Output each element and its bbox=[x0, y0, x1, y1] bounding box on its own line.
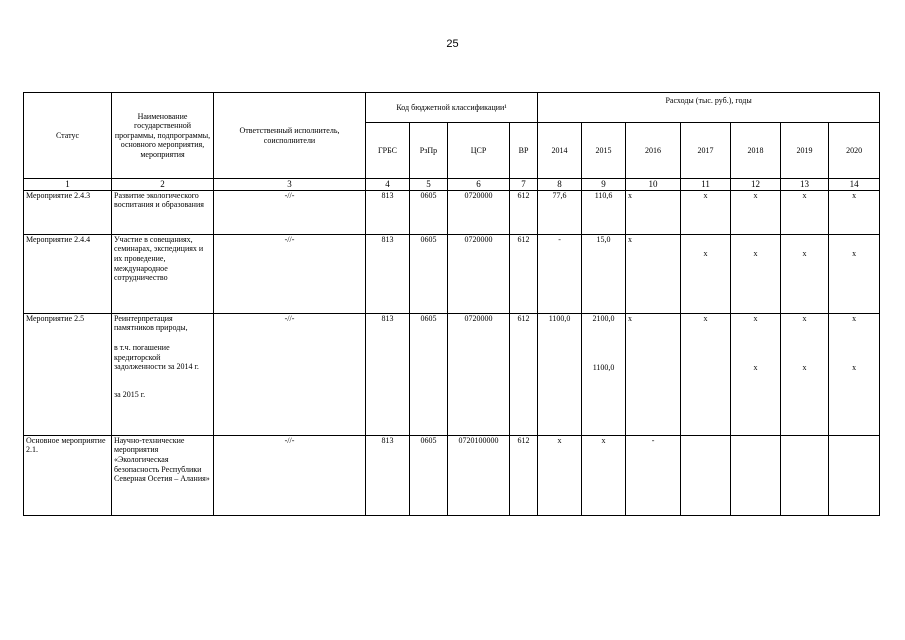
row-2015: 15,0 bbox=[582, 234, 626, 313]
header-year-2016: 2016 bbox=[626, 123, 681, 179]
row-name: Участие в совещаниях, семинарах, экспедициях и их проведение, международное сотрудничество bbox=[112, 234, 214, 313]
row-grbs: 813 bbox=[366, 234, 410, 313]
row-2017 bbox=[681, 435, 731, 515]
row-vr: 612 bbox=[510, 190, 538, 234]
header-status: Статус bbox=[24, 93, 112, 179]
row-2019: x bbox=[781, 234, 829, 313]
column-number: 7 bbox=[510, 179, 538, 191]
row-2019-main: x bbox=[802, 313, 807, 323]
row-rzpr: 0605 bbox=[410, 313, 448, 435]
row-2020 bbox=[829, 435, 880, 515]
column-number: 14 bbox=[829, 179, 880, 191]
row-2019 bbox=[781, 435, 829, 515]
header-year-2014: 2014 bbox=[538, 123, 582, 179]
row-2018 bbox=[731, 435, 781, 515]
row-grbs: 813 bbox=[366, 435, 410, 515]
row-2016: - bbox=[626, 435, 681, 515]
header-name: Наименование государственной программы, подпрограммы, основного мероприятия, мероприятия bbox=[112, 93, 214, 179]
column-number: 3 bbox=[214, 179, 366, 191]
row-2014: x bbox=[538, 435, 582, 515]
row-2014: 77,6 bbox=[538, 190, 582, 234]
column-number: 6 bbox=[448, 179, 510, 191]
row-csr: 0720000 bbox=[448, 190, 510, 234]
header-year-2017: 2017 bbox=[681, 123, 731, 179]
header-responsible: Ответственный исполнитель, соисполнители bbox=[214, 93, 366, 179]
table-row bbox=[24, 435, 880, 515]
row-2017: x bbox=[681, 234, 731, 313]
row-2014: - bbox=[538, 234, 582, 313]
row-2018-sub: x bbox=[753, 363, 758, 373]
row-vr: 612 bbox=[510, 435, 538, 515]
row-responsible: -//- bbox=[214, 435, 366, 515]
header-row-1 bbox=[24, 93, 880, 123]
column-number: 5 bbox=[410, 179, 448, 191]
row-name: Научно-технические мероприятия «Экологическая безопасность Республики Северная Осетия – Алания» bbox=[112, 435, 214, 515]
row-responsible: -//- bbox=[214, 313, 366, 435]
table-row bbox=[24, 190, 880, 234]
header-grbs: ГРБС bbox=[366, 123, 410, 179]
row-2017: x bbox=[681, 313, 731, 435]
table-row bbox=[24, 234, 880, 313]
column-number: 4 bbox=[366, 179, 410, 191]
row-vr: 612 bbox=[510, 313, 538, 435]
column-number: 11 bbox=[681, 179, 731, 191]
row-rzpr: 0605 bbox=[410, 190, 448, 234]
row-status: Мероприятие 2.5 bbox=[24, 313, 112, 435]
row-2018: x bbox=[731, 234, 781, 313]
header-year-2015: 2015 bbox=[582, 123, 626, 179]
row-csr: 0720000 bbox=[448, 234, 510, 313]
row-2020: x bbox=[829, 234, 880, 313]
row-grbs: 813 bbox=[366, 313, 410, 435]
header-budget-code: Код бюджетной классификации¹ bbox=[366, 93, 538, 123]
column-number: 12 bbox=[731, 179, 781, 191]
column-number: 9 bbox=[582, 179, 626, 191]
table-row bbox=[24, 313, 880, 435]
row-2017: x bbox=[681, 190, 731, 234]
row-csr: 0720000 bbox=[448, 313, 510, 435]
row-vr: 612 bbox=[510, 234, 538, 313]
row-name-main: Реинтерпретация памятников природы, bbox=[114, 313, 188, 333]
row-status: Мероприятие 2.4.3 bbox=[24, 190, 112, 234]
row-status: Основное мероприятие 2.1. bbox=[24, 435, 112, 515]
row-name bbox=[112, 313, 214, 435]
row-2015-sub: 1100,0 bbox=[592, 363, 615, 373]
row-2018: x bbox=[731, 190, 781, 234]
row-2016: x bbox=[626, 234, 681, 313]
column-number: 8 bbox=[538, 179, 582, 191]
row-2016: x bbox=[626, 190, 681, 234]
column-number: 1 bbox=[24, 179, 112, 191]
row-grbs: 813 bbox=[366, 190, 410, 234]
row-name-sub2: за 2015 г. bbox=[114, 389, 146, 399]
row-csr: 0720100000 bbox=[448, 435, 510, 515]
column-numbers-row bbox=[24, 179, 880, 191]
page-number: 25 bbox=[446, 38, 459, 50]
row-2020: x bbox=[829, 190, 880, 234]
row-2018 bbox=[731, 313, 781, 435]
row-2020-sub: x bbox=[852, 363, 857, 373]
row-2019-sub: x bbox=[802, 363, 807, 373]
row-name-sub: в т.ч. погашение кредиторской задолженности за 2014 г. bbox=[114, 342, 199, 372]
row-2019: x bbox=[781, 190, 829, 234]
row-responsible: -//- bbox=[214, 234, 366, 313]
row-name: Развитие экологического воспитания и образования bbox=[112, 190, 214, 234]
row-2014: 1100,0 bbox=[538, 313, 582, 435]
row-2019 bbox=[781, 313, 829, 435]
row-2015 bbox=[582, 313, 626, 435]
row-2020-main: x bbox=[852, 313, 857, 323]
column-number: 2 bbox=[112, 179, 214, 191]
header-csr: ЦСР bbox=[448, 123, 510, 179]
row-rzpr: 0605 bbox=[410, 435, 448, 515]
row-2020 bbox=[829, 313, 880, 435]
row-responsible: -//- bbox=[214, 190, 366, 234]
row-status: Мероприятие 2.4.4 bbox=[24, 234, 112, 313]
column-number: 10 bbox=[626, 179, 681, 191]
row-2015: 110,6 bbox=[582, 190, 626, 234]
header-rzpr: РзПр bbox=[410, 123, 448, 179]
row-2015-main: 2100,0 bbox=[592, 313, 615, 323]
header-year-2020: 2020 bbox=[829, 123, 880, 179]
header-year-2018: 2018 bbox=[731, 123, 781, 179]
row-2016: x bbox=[626, 313, 681, 435]
header-vr: ВР bbox=[510, 123, 538, 179]
header-expenses: Расходы (тыс. руб.), годы bbox=[538, 93, 880, 123]
budget-table bbox=[23, 92, 880, 516]
header-year-2019: 2019 bbox=[781, 123, 829, 179]
column-number: 13 bbox=[781, 179, 829, 191]
row-2015: x bbox=[582, 435, 626, 515]
row-2018-main: x bbox=[753, 313, 758, 323]
row-rzpr: 0605 bbox=[410, 234, 448, 313]
